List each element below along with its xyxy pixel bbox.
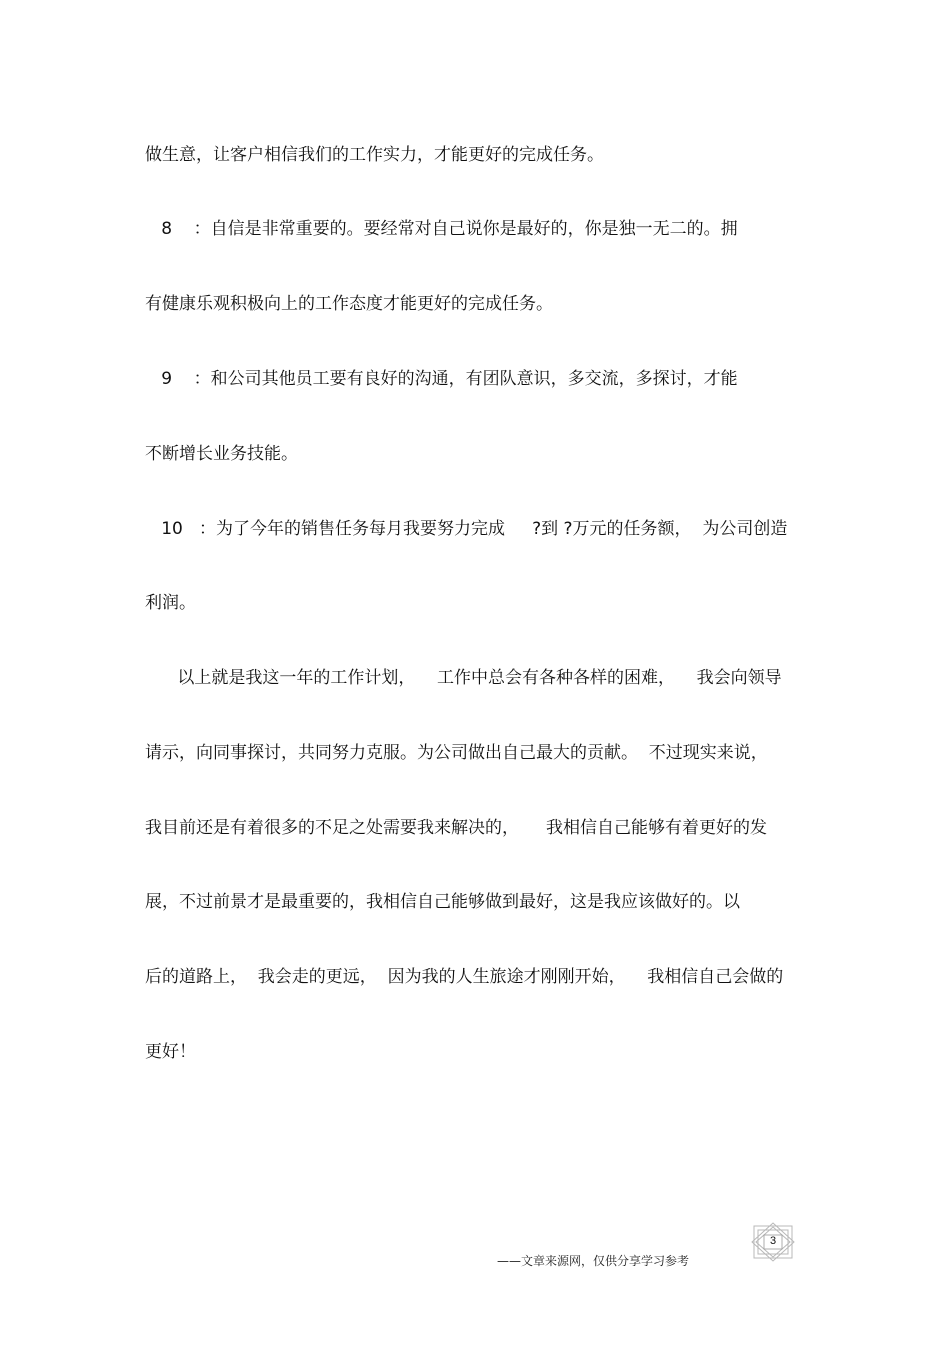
text-line: 更好！ xyxy=(145,1042,196,1062)
text-line: 不断增长业务技能。 xyxy=(145,444,298,464)
text-line: 9 ：和公司其他员工要有良好的沟通，有团队意识，多交流，多探讨，才能 xyxy=(145,369,738,389)
text-line: 8 ：自信是非常重要的。要经常对自己说你是最好的，你是独一无二的。拥 xyxy=(145,219,738,239)
text-line: 后的道路上， 我会走的更远， 因为我的人生旅途才刚刚开始， 我相信自己会做的 xyxy=(145,967,784,987)
text-line: 以上就是我这一年的工作计划， 工作中总会有各种各样的困难， 我会向领导 xyxy=(145,668,782,688)
page-number: 3 xyxy=(769,1235,777,1247)
footer-source-note: ——文章来源网，仅供分享学习参考 xyxy=(497,1254,690,1268)
text-line: 做生意，让客户相信我们的工作实力，才能更好的完成任务。 xyxy=(145,145,604,165)
text-line: 有健康乐观积极向上的工作态度才能更好的完成任务。 xyxy=(145,294,553,314)
text-line: 利润。 xyxy=(145,593,196,613)
text-line: 请示，向同事探讨，共同努力克服。为公司做出自己最大的贡献。 不过现实来说， xyxy=(145,743,768,763)
text-line: 我目前还是有着很多的不足之处需要我来解决的， 我相信自己能够有着更好的发 xyxy=(145,818,768,838)
text-line: 10 ：为了今年的销售任务每月我要努力完成 ?到 ?万元的任务额， 为公司创造 xyxy=(145,519,788,539)
text-line: 展，不过前景才是最重要的，我相信自己能够做到最好，这是我应该做好的。以 xyxy=(145,892,740,912)
